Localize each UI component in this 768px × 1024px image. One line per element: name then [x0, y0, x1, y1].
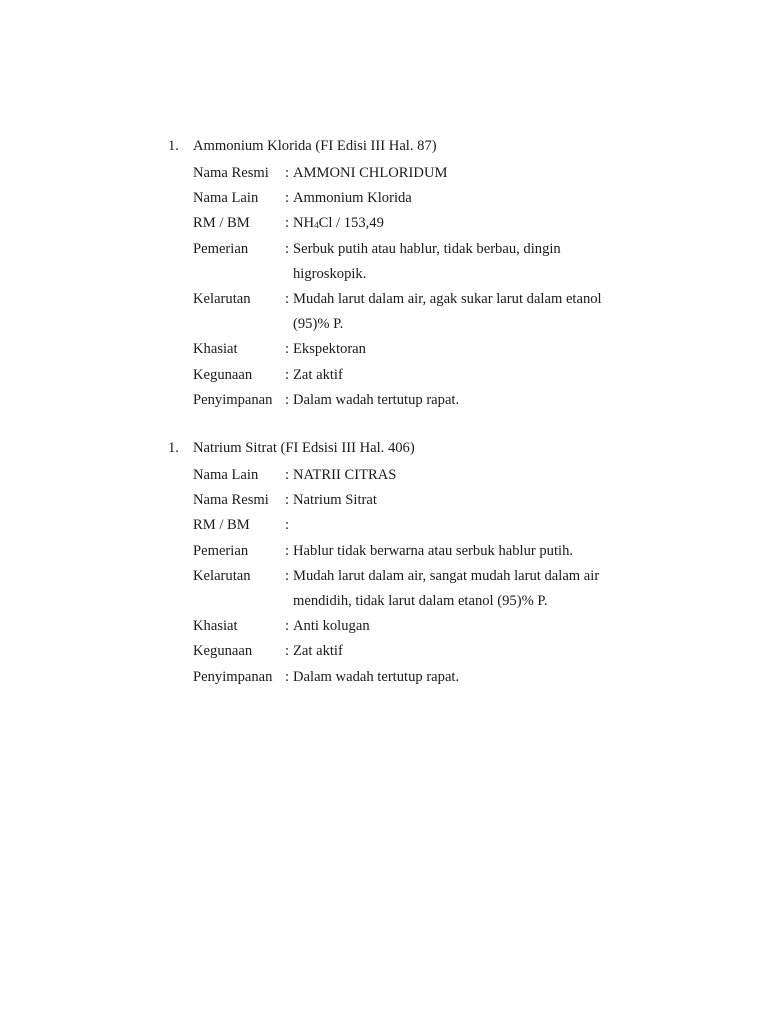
row-pemerian: [193, 237, 728, 262]
row-label: Nama Resmi: [193, 492, 269, 509]
row-value: Anti kolugan: [293, 618, 370, 635]
separator: :: [285, 366, 290, 383]
formula-suffix: Cl / 153,49: [318, 215, 384, 232]
row-value: Zat aktif: [293, 643, 343, 660]
row-nama-resmi: [193, 161, 728, 186]
separator: :: [285, 517, 290, 534]
row-value: AMMONI CHLORIDUM: [293, 165, 448, 181]
row-pemerian-continuation: [193, 262, 728, 287]
entry-heading: [168, 136, 728, 161]
separator: :: [285, 542, 290, 559]
row-value-continuation: mendidih, tidak larut dalam etanol (95)% P.: [293, 593, 548, 610]
row-pemerian: [193, 539, 728, 564]
row-kegunaan: [193, 363, 728, 388]
separator: :: [285, 391, 290, 408]
row-value: Serbuk putih atau hablur, tidak berbau, dingin: [293, 240, 561, 257]
monograph-ammonium-klorida: [168, 136, 728, 413]
row-kelarutan: [193, 564, 728, 589]
row-label: Khasiat: [193, 341, 238, 358]
row-nama-lain: [193, 463, 728, 488]
row-label: Kegunaan: [193, 366, 253, 383]
row-value: Hablur tidak berwarna atau serbuk hablur putih.: [293, 542, 574, 559]
row-label: Penyimpanan: [193, 391, 273, 408]
row-value: Natrium Sitrat: [293, 492, 377, 509]
monograph-natrium-sitrat: [168, 438, 728, 690]
row-kelarutan-continuation: [193, 589, 728, 614]
row-khasiat: [193, 337, 728, 362]
separator: :: [285, 643, 290, 660]
separator: :: [285, 165, 290, 181]
entry-number: 1.: [168, 440, 179, 456]
row-label: RM / BM: [193, 517, 250, 534]
row-label: Nama Lain: [193, 467, 259, 483]
row-value: Zat aktif: [293, 366, 343, 383]
separator: :: [285, 215, 290, 232]
row-value-continuation: higroskopik.: [293, 265, 367, 282]
row-kelarutan: [193, 287, 728, 312]
row-penyimpanan: [193, 388, 728, 413]
row-nama-lain: [193, 186, 728, 211]
row-label: RM / BM: [193, 215, 250, 232]
separator: :: [285, 567, 290, 584]
row-kelarutan-continuation: [193, 312, 728, 337]
separator: :: [285, 341, 290, 358]
separator: :: [285, 467, 290, 483]
row-nama-resmi: [193, 488, 728, 513]
row-value: Mudah larut dalam air, sangat mudah larut dalam air: [293, 567, 600, 584]
row-label: Kelarutan: [193, 567, 251, 584]
row-value-continuation: (95)% P.: [293, 316, 344, 333]
row-label: Pemerian: [193, 542, 249, 559]
row-label: Penyimpanan: [193, 668, 273, 685]
separator: :: [285, 240, 290, 257]
separator: :: [285, 190, 290, 207]
separator: :: [285, 492, 290, 509]
row-label: Kegunaan: [193, 643, 253, 660]
row-value: Ekspektoran: [293, 341, 366, 358]
row-label: Pemerian: [193, 240, 249, 257]
entry-title: Natrium Sitrat (FI Edsisi III Hal. 406): [193, 440, 415, 456]
row-label: Nama Lain: [193, 190, 259, 207]
entry-heading: [168, 438, 728, 463]
row-label: Nama Resmi: [193, 165, 269, 181]
row-label: Khasiat: [193, 618, 238, 635]
row-kegunaan: [193, 639, 728, 664]
row-value: NATRII CITRAS: [293, 467, 397, 483]
row-penyimpanan: [193, 665, 728, 690]
row-rm-bm: [193, 211, 728, 236]
entry-title: Ammonium Klorida (FI Edisi III Hal. 87): [193, 138, 437, 154]
separator: :: [285, 291, 290, 308]
row-value: Dalam wadah tertutup rapat.: [293, 668, 460, 685]
row-label: Kelarutan: [193, 291, 251, 308]
separator: :: [285, 618, 290, 635]
formula-prefix: NH: [293, 215, 315, 232]
separator: :: [285, 668, 290, 685]
entry-number: 1.: [168, 138, 179, 154]
row-value: Dalam wadah tertutup rapat.: [293, 391, 460, 408]
row-khasiat: [193, 614, 728, 639]
formula-subscript: 4: [314, 220, 319, 231]
row-value: Mudah larut dalam air, agak sukar larut dalam etanol: [293, 291, 602, 308]
row-rm-bm: [193, 513, 728, 538]
row-value: Ammonium Klorida: [293, 190, 412, 207]
